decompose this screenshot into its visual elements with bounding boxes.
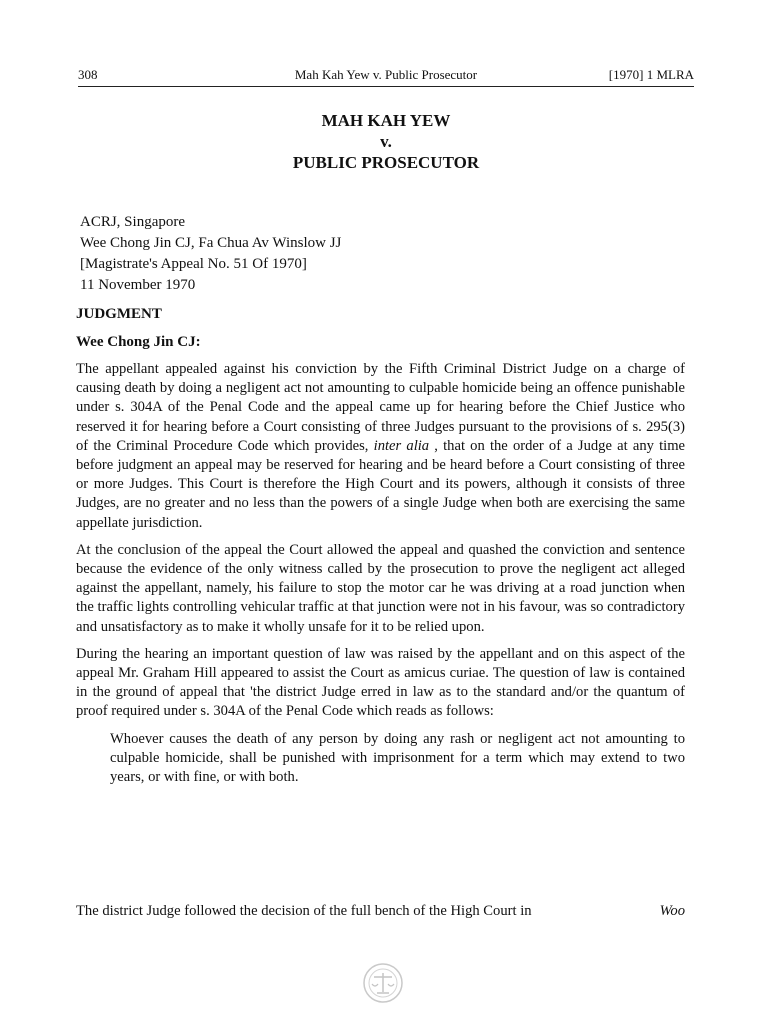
case-meta: [80, 212, 341, 296]
continuation-text: The district Judge followed the decision of the full bench of the High Court in: [76, 903, 532, 919]
paragraph-1: [76, 360, 685, 533]
judgment-body: [76, 360, 685, 797]
court-seal-icon: [362, 962, 404, 1004]
citation: [1970] 1 MLRA: [608, 67, 694, 82]
page-number: 308: [78, 67, 98, 82]
judgment-date: 11 November 1970: [80, 277, 196, 293]
statute-quote: Whoever causes the death of any person by doing any rash or negligent act not amounting to culpable homicide, shall be punished with imprisonment for a term which may extend to two years, or with fine, or with both.: [110, 730, 685, 786]
appeal-number: [Magistrate's Appeal No. 51 Of 1970]: [80, 256, 307, 272]
case-versus: v.: [380, 132, 392, 151]
judgment-heading: JUDGMENT: [76, 306, 162, 322]
paragraph-1-part-a: The appellant appealed against his conviction by the Fifth Criminal District Judge on a charge of causing death by doing a negligent act not amounting to culpable homicide being an offence punishable under s. 304A of the Penal Code and the appeal came up for hearing before the Chief Justice who reserved it for hearing before a Court consisting of three Judges pursuant to the provisions of s. 295(3) of the Criminal Procedure Code which provides,: [76, 361, 685, 454]
running-header: [78, 66, 694, 84]
header-rule: [78, 86, 694, 87]
case-party-respondent: PUBLIC PROSECUTOR: [292, 153, 480, 172]
seal-graphic: [362, 962, 404, 1004]
judge-heading: Wee Chong Jin CJ:: [76, 334, 201, 350]
court-name: ACRJ, Singapore: [80, 214, 185, 230]
latin-phrase: inter alia: [373, 437, 430, 454]
paragraph-3: During the hearing an important question of law was raised by the appellant and on this aspect of the appeal Mr. Graham Hill appeared to assist the Court as amicus curiae. The question of law is contained in the ground of appeal that 'the district Judge erred in law as to the standard and/or the quantum of proof required under s. 304A of the Penal Code which reads as follows:: [76, 645, 685, 720]
continuation-italic: Woo: [659, 903, 685, 919]
paragraph-1-part-b: , that on the order of a Judge at any time before judgment an appeal may be reserved for hearing and be heard before a Court consisting of three or more Judges. This Court is therefore the High Court and its powers, although it consists of three Judges, are no greater and no less than the powers of a single Judge when both are exercising the same appellate jurisdiction.: [76, 437, 686, 531]
continuation-line: [76, 902, 685, 921]
case-title: [78, 110, 694, 173]
case-party-appellant: MAH KAH YEW: [321, 111, 451, 130]
paragraph-2: At the conclusion of the appeal the Court allowed the appeal and quashed the conviction and sentence because the evidence of the only witness called by the prosecution to prove the negligent act alleged against the appellant, namely, his failure to stop the motor car he was driving at a road junction when the traffic lights controlling vehicular traffic at that junction were not in his favour, was so contradictory and unsatisfactory as to make it wholly unsafe for it to be relied upon.: [76, 541, 685, 635]
judges-list: Wee Chong Jin CJ, Fa Chua Av Winslow JJ: [80, 235, 342, 251]
running-title: Mah Kah Yew v. Public Prosecutor: [294, 67, 478, 82]
